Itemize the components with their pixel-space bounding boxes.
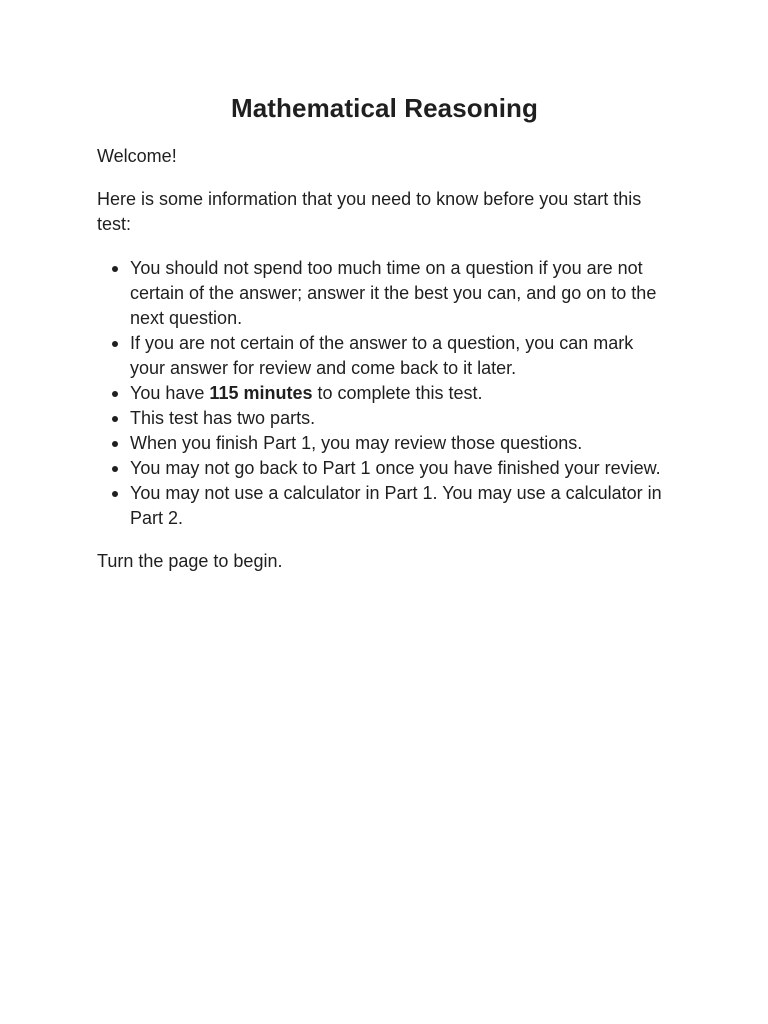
intro-text: Here is some information that you need to know before you start this test: bbox=[97, 189, 642, 234]
list-item-text: This test has two parts. bbox=[130, 408, 316, 428]
bullet-icon bbox=[112, 266, 118, 272]
list-item bbox=[97, 431, 672, 456]
list-item-text: When you finish Part 1, you may review those questions. bbox=[130, 433, 583, 453]
list-item bbox=[97, 331, 672, 381]
list-item-text-after: to complete this test. bbox=[312, 383, 483, 403]
welcome-text: Welcome! bbox=[97, 146, 177, 166]
bullet-icon bbox=[112, 491, 118, 497]
bullet-icon bbox=[112, 391, 118, 397]
list-item bbox=[97, 456, 672, 481]
list-item bbox=[97, 481, 672, 531]
bullet-icon bbox=[112, 416, 118, 422]
bullet-icon bbox=[112, 466, 118, 472]
list-item bbox=[97, 406, 672, 431]
list-item-text: You may not go back to Part 1 once you have finished your review. bbox=[130, 458, 661, 478]
bullet-icon bbox=[112, 341, 118, 347]
closing-text: Turn the page to begin. bbox=[97, 551, 283, 571]
time-limit: 115 minutes bbox=[209, 383, 313, 403]
list-item bbox=[97, 381, 672, 406]
list-item bbox=[97, 256, 672, 331]
list-item-text: You may not use a calculator in Part 1. You may use a calculator in Part 2. bbox=[130, 483, 662, 528]
bullet-icon bbox=[112, 441, 118, 447]
list-item-text: You should not spend too much time on a question if you are not certain of the answer; answer it the best you can, and go on to the next question. bbox=[130, 258, 657, 328]
page-title: Mathematical Reasoning bbox=[230, 93, 539, 123]
list-item-text: If you are not certain of the answer to a question, you can mark your answer for review and come back to it later. bbox=[130, 333, 634, 378]
list-item-text-before: You have bbox=[130, 383, 210, 403]
instructions-list bbox=[97, 256, 672, 531]
